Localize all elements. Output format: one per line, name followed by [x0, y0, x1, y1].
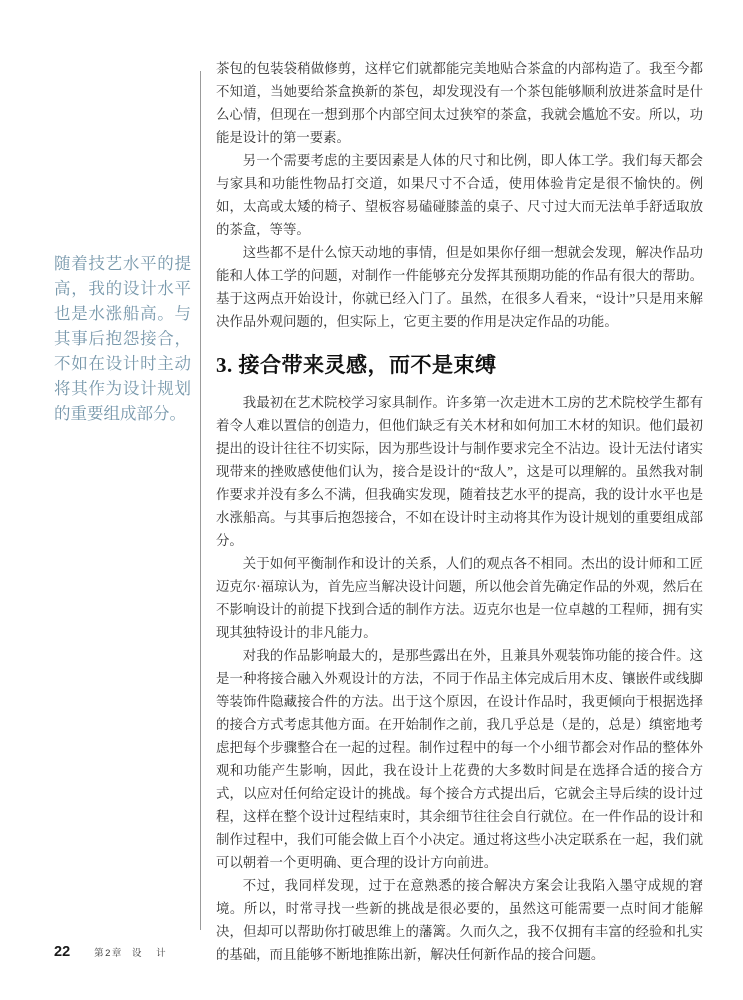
body-paragraph: 不过，我同样发现，过于在意熟悉的接合解决方案会让我陷入墨守成规的窘境。所以，时常寻找一些新的挑战是很必要的，虽然这可能需要一点时间才能解决，但却可以帮助你打破思维上的藩篱。久而久之，我不仅拥有丰富的经验和扎实的基础，而且能够不断地推陈出新，解决任何新作品的接合问题。 [216, 878, 703, 962]
body-paragraph: 关于如何平衡制作和设计的关系，人们的观点各不相同。杰出的设计师和工匠迈克尔·福琼认为，首先应当解决设计问题，所以他会首先确定作品的外观，然后在不影响设计的前提下找到合适的制作方法。迈克尔也是一位卓越的工程师，拥有实现其独特设计的非凡能力。 [216, 556, 703, 640]
body-paragraph: 这些都不是什么惊天动地的事情，但是如果你仔细一想就会发现，解决作品功能和人体工学的问题，对制作一件能够充分发挥其预期功能的作品有很大的帮助。基于这两点开始设计，你就已经入门了。虽然，在很多人看来，“设计”只是用来解决作品外观问题的，但实际上，它更主要的作用是决定作品的功能。 [216, 245, 703, 329]
margin-note-pullquote: 随着技艺水平的提高，我的设计水平也是水涨船高。与其事后抱怨接合，不如在设计时主动将其作为设计规划的重要组成部分。 [54, 254, 191, 423]
body-paragraph: 另一个需要考虑的主要因素是人体的尺寸和比例，即人体工学。我们每天都会与家具和功能性物品打交道，如果尺寸不合适，使用体验肯定是很不愉快的。例如，太高或太矮的椅子、望板容易磕碰膝盖的桌子、尺寸过大而无法单手舒适取放的茶盒，等等。 [216, 153, 703, 237]
body-paragraph: 对我的作品影响最大的，是那些露出在外，且兼具外观装饰功能的接合件。这是一种将接合融入外观设计的方法，不同于作品主体完成后用木皮、镶嵌件或线脚等装饰件隐藏接合件的方法。出于这个原因，在设计作品时，我更倾向于根据选择的接合方式考虑其他方面。在开始制作之前，我几乎总是（是的，总是）缜密地考虑把每个步骤整合在一起的过程。制作过程中的每一个小细节都会对作品的整体外观和功能产生影响，因此，我在设计上花费的大多数时间是在选择合适的接合方式，以应对任何给定设计的挑战。每个接合方式提出后，它就会主导后续的设计过程，这样在整个设计过程结束时，其余细节往往会自行就位。在一件作品的设计和制作过程中，我们可能会做上百个小决定。通过将这些小决定联系在一起，我们就可以朝着一个更明确、更合理的设计方向前进。 [216, 648, 703, 870]
body-paragraph: 我最初在艺术院校学习家具制作。许多第一次走进木工房的艺术院校学生都有着令人难以置信的创造力，但他们缺乏有关木材和如何加工木材的知识。他们最初提出的设计往往不切实际，因为那些设计与制作要求完全不沾边。设计无法付诸实现带来的挫败感使他们认为，接合是设计的“敌人”，这是可以理解的。虽然我对制作要求并没有多么不满，但我确实发现，随着技艺水平的提高，我的设计水平也是水涨船高。与其事后抱怨接合，不如在设计时主动将其作为设计规划的重要组成部分。 [216, 395, 703, 548]
section-heading: 3. 接合带来灵感，而不是束缚 [216, 353, 497, 377]
page-footer [54, 944, 172, 960]
vertical-divider [200, 71, 201, 930]
body-paragraph: 茶包的包装袋稍做修剪，这样它们就都能完美地贴合茶盒的内部构造了。我至今都不知道，当她要给茶盒换新的茶包，却发现没有一个茶包能够顺利放进茶盒时是什么心情，但现在一想到那个内部空间太过狭窄的茶盒，我就会尴尬不安。所以，功能是设计的第一要素。 [216, 61, 703, 145]
main-text-column [216, 57, 703, 966]
section-label: 设 计 [131, 948, 172, 959]
chapter-label: 第2章 [94, 948, 123, 959]
page-number: 22 [54, 944, 71, 960]
